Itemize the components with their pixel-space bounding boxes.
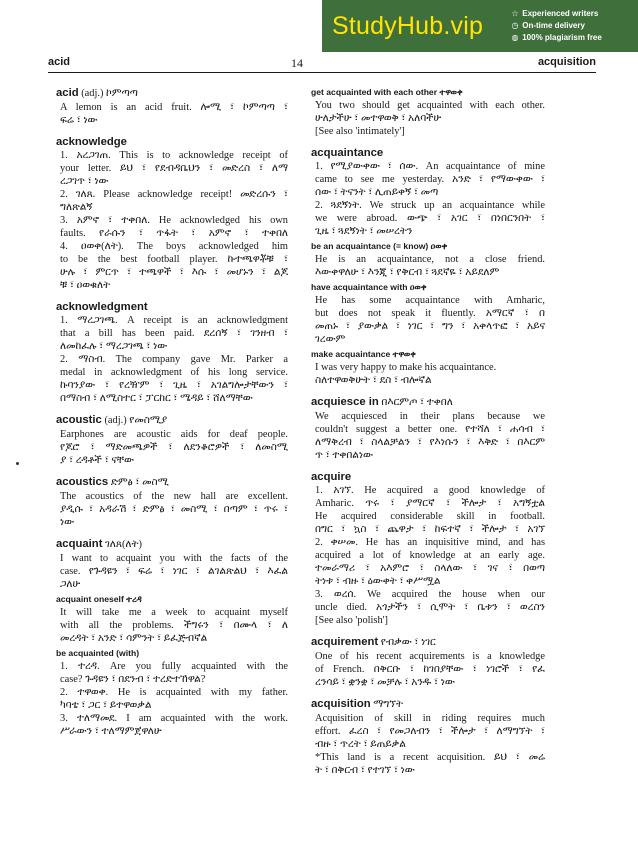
headword xyxy=(311,146,545,160)
entry-line: መረዳት ፣ አንድ ፣ ሳምንት ፣ ይፈጅብኛል xyxy=(60,633,208,644)
entry-line: 1. ማረጋገጫ. A receipt is an acknowledgment xyxy=(60,315,288,326)
entry-line: ተመራማሪ ፣ አእምሮ ፣ ስላለው ፣ ገና ፣ በወጣ xyxy=(315,563,545,574)
entry-line: መጠኑ ፣ ያውቃል ፣ ነገር ፣ ግን ፣ አቀላጥፎ ፣ አይና xyxy=(315,321,545,332)
headword xyxy=(311,697,545,712)
entry-line: He is an acquaintance, not a close friend. xyxy=(315,254,545,265)
entry-line: ረንሳይ ፣ ቋንቋ ፣ መቻሉ ፣ አንዱ ፣ ነው xyxy=(315,677,455,688)
entry-line: we were abroad. ውጭ ፣ አገር ፣ በነበርንበት ፣ xyxy=(315,213,545,224)
entry-line: I was very happy to make his acquaintance. xyxy=(315,362,497,373)
headword xyxy=(311,395,545,410)
entry-line: ብዙ ፣ ጥረት ፣ ይጠይቃል xyxy=(315,739,406,750)
feature-text: On-time delivery xyxy=(522,21,585,30)
headword-gloss: ገለጸ(ለት) xyxy=(102,539,142,550)
entry-line: 3. ወረሰ. We acquired the house when our xyxy=(315,589,545,600)
entry-line: ገረውም xyxy=(315,334,346,345)
entry-line: effort. ፈረስ ፣ የመጋለብን ፣ ችሎታ ፣ ለማግኘት ፣ xyxy=(315,726,545,737)
feature-text: Experienced writers xyxy=(522,9,599,18)
entry-line: The acoustics of the new hall are excellent. xyxy=(60,491,288,502)
left-column xyxy=(56,86,288,738)
entry-line: ካባቴ ፣ ጋር ፣ ይተዋወቃል xyxy=(60,700,152,711)
entry-line: ነው xyxy=(60,517,75,528)
entry-line: 2. ማስብ. The company gave Mr. Parker a xyxy=(60,354,288,365)
entry-line: with all the problems. ችግሩን ፣ በሙላ ፣ ለ xyxy=(60,620,288,631)
entry-line: but does not speak it fluently. አማርኛ ፣ በ xyxy=(315,308,545,319)
entry-line: ጥ ፣ ተቀበልነው xyxy=(315,450,373,461)
right-column xyxy=(311,86,545,777)
sub-entry: acquaint oneself ተረዳ xyxy=(56,594,142,604)
headword xyxy=(56,475,288,490)
margin-mark xyxy=(16,462,19,465)
entry-line: ረጋገጥ ፣ ነው xyxy=(60,176,109,187)
banner-features xyxy=(510,8,602,44)
entry-line: Amharic. ጥሩ ፣ ያማርኛ ፣ ችሎታ ፣ አግኝቷል xyxy=(315,498,545,509)
header-rule xyxy=(48,72,596,73)
entry-line: ትነቱ ፣ ብዙ ፣ ዕውቀት ፣ ቀሥሟል xyxy=(315,576,441,587)
headword-gloss: (adj.) ኮምጣጣ xyxy=(78,88,138,99)
headword xyxy=(56,86,288,101)
headword-term: acoustic xyxy=(56,414,102,426)
entry-line: ቹ ፣ ዐወቁለት xyxy=(60,280,111,291)
entry-line: 3. ተለማመደ. I am acquainted with the work. xyxy=(60,713,288,724)
entry-line: One of his recent acquirements is a knowledge xyxy=(315,651,545,662)
page-number: 14 xyxy=(291,56,303,70)
headword-gloss: ድምፅ ፣ መስሚ xyxy=(108,477,169,488)
entry-line: faults. የራሱን ፣ ጥፋት ፣ አምኖ ፣ ተቀበለ xyxy=(60,228,288,239)
feature-item xyxy=(510,32,602,44)
headword xyxy=(56,413,288,428)
headword-gloss: በእርምጦ ፣ ተቀበለ xyxy=(378,397,453,408)
entry-line: እውቀዋለሁ ፣ እንጂ ፣ የቅርብ ፣ ጓደኛዬ ፣ አይደለም xyxy=(315,267,500,278)
entry-line: 2. ጓደኝነት. We struck up an acquaintance while xyxy=(315,200,545,211)
entry-line: ሥራውን ፣ ተለማምጀዋለሁ xyxy=(60,726,162,737)
entry-line: your letter. ይህ ፣ የደብዳቤህን ፣ መድረስ ፣ ለማ xyxy=(60,163,288,174)
sub-entry: make acquaintance ተዋወቀ xyxy=(311,349,416,359)
entry-line: ስለተዋወቅሁት ፣ ደስ ፣ ብሎኛል xyxy=(315,375,432,386)
clock-icon: ◷ xyxy=(511,21,519,30)
entry-line: ጋለሁ xyxy=(60,579,81,590)
entry-line: came to see me yesterday. አንድ ፣ የማውቀው ፣ xyxy=(315,174,545,185)
entry-line: It will take me a week to acquaint myself xyxy=(60,607,288,618)
entry-line: couldn't suggest a better one. የተሻለ ፣ ሐሳብ ፣ xyxy=(315,424,545,435)
headword-gloss: (adj.) የመስሚያ xyxy=(101,415,168,426)
entry-line: ለመከፈሉ ፣ ማረጋገጫ ፣ ነው xyxy=(60,341,168,352)
entry-line: ያ ፣ ረዳቶች ፣ ናቸው xyxy=(60,455,134,466)
entry-line: ለማቅረብ ፣ ስላልቻልን ፣ የእነሱን ፣ እቅድ ፣ በእርም xyxy=(315,437,545,448)
entry-line: medal in acknowledgment of his long service. xyxy=(60,367,288,378)
running-header xyxy=(48,56,596,70)
entry-line: He acquired considerable skill in football. xyxy=(315,511,545,522)
entry-line: A lemon is an acid fruit. ሎሚ ፣ ኮምጣጣ ፣ xyxy=(60,102,288,113)
guide-word-last: acquisition xyxy=(537,56,596,68)
entry-line: ሁሉ ፣ ምርጥ ፣ ተጫዋች ፣ እሱ ፣ መሆኑን ፣ ልጆ xyxy=(60,267,288,278)
entry-line: You two should get acquainted with each other. xyxy=(315,100,545,111)
entry-line: 1. ተረዳ. Are you fully acquainted with the xyxy=(60,661,288,672)
headword xyxy=(56,537,288,552)
headword-gloss: ማግኘት xyxy=(370,699,404,710)
feature-item xyxy=(510,20,602,32)
headword-term: acquire xyxy=(311,471,352,483)
entry-line: በማስብ ፣ ለሚስተር ፣ ፓርከር ፣ ሜዳይ ፣ ሸለማቸው xyxy=(60,393,253,404)
headword-term: acquaintance xyxy=(311,147,384,159)
headword-term: acid xyxy=(56,87,79,99)
studyhub-banner[interactable] xyxy=(322,0,638,52)
entry-line: 1. አገኘ. He acquired a good knowledge of xyxy=(315,485,545,496)
entry-line: *This land is a recent acquisition. ይህ ፣ መሬ xyxy=(315,752,545,763)
brand-logo[interactable]: StudyHub.vip xyxy=(332,11,484,40)
entry-line: ት ፣ በቅርብ ፣ የተገኘ ፣ ነው xyxy=(315,765,415,776)
entry-line: 3. አምኖ ፣ ተቀበለ. He acknowledged his own xyxy=(60,215,288,226)
guide-word-first: acid xyxy=(48,56,71,68)
entry-line: We acquiesced in their plans because we xyxy=(315,411,545,422)
entry-line: [See also 'intimately'] xyxy=(315,126,405,137)
entry-line: case. የጉዳዩን ፣ ፍሬ ፣ ነገር ፣ ልገልጽልህ ፣ እፈል xyxy=(60,566,288,577)
entry-line: of French. በቅርቡ ፣ ከገበያቸው ፣ ነገሮች ፣ የፈ xyxy=(315,664,545,675)
headword-term: acoustics xyxy=(56,476,109,488)
entry-line: to be the best football player. ኩተጫዋቾቹ ፣ xyxy=(60,254,288,265)
entry-line: I want to acquaint you with the facts of the xyxy=(60,553,288,564)
sub-entry: get acquainted with each other ተዋወቀ xyxy=(311,87,463,97)
badge-icon: ◍ xyxy=(511,33,519,42)
entry-line: የጆሮ ፣ ማድመጫዎች ፣ ለደንቆሮዎች ፣ ለመስሚ xyxy=(60,442,288,453)
sub-entry: be acquainted (with) xyxy=(56,648,140,658)
headword xyxy=(311,635,545,650)
star-icon: ☆ xyxy=(511,9,519,18)
feature-item xyxy=(510,8,602,20)
headword xyxy=(56,135,288,149)
entry-line: Earphones are acoustic aids for deaf people. xyxy=(60,429,288,440)
entry-line: በግር ፣ ኳስ ፣ ጨዋታ ፣ ከፍተኛ ፣ ችሎታ ፣ አገኘ xyxy=(315,524,545,535)
entry-line: 4. ዐወቀ(ለት). The boys acknowledged him xyxy=(60,241,288,252)
headword-term: acquiesce in xyxy=(311,396,379,408)
entry-line: [See also 'polish'] xyxy=(315,615,389,626)
entry-line: ያዲሱ ፣ አዳራሽ ፣ ድምፅ ፣ መስሚ ፣ በጣም ፣ ጥሩ ፣ xyxy=(60,504,288,515)
headword xyxy=(311,470,545,484)
entry-line: 1. አረጋገጠ. This is to acknowledge receipt of xyxy=(60,150,288,161)
headword-term: acknowledgment xyxy=(56,301,148,313)
feature-text: 100% plagiarism free xyxy=(522,33,602,42)
entry-line: uncle died. አጎታችን ፣ ሲሞት ፣ ቤቱን ፣ ወረስን xyxy=(315,602,545,613)
headword-term: acquaint xyxy=(56,538,103,550)
entry-line: ሁለታችሁ ፣ መተዋወቅ ፣ አለባችሁ xyxy=(315,113,442,124)
entry-line: ሰው ፣ ትናንት ፣ ሊጠይቀኝ ፣ መጣ xyxy=(315,187,439,198)
entry-line: He has some acquaintance with Amharic, xyxy=(315,295,545,306)
entry-line: 2. ተዋወቀ. He is acquainted with my father. xyxy=(60,687,288,698)
entry-line: ኩባንያው ፣ የረዥም ፣ ጊዜ ፣ አገልግሎታቸውን ፣ xyxy=(60,380,288,391)
entry-line: ግለጽልኝ xyxy=(60,202,93,213)
sub-entry: be an acquaintance (= know) ዐወቀ xyxy=(311,241,448,251)
entry-line: 2. ቀሠመ. He has an inquisitive mind, and has xyxy=(315,537,545,548)
entry-line: 1. የሚያውቀው ፣ ሰው. An acquaintance of mine xyxy=(315,161,545,172)
headword-term: acquirement xyxy=(311,636,379,648)
entry-line: ጊዜ ፣ ጓደኝነት ፣ መሠረትን xyxy=(315,226,413,237)
headword-term: acknowledge xyxy=(56,136,127,148)
entry-line: 2. ገለጸ. Please acknowledge receipt! መድረሱን ፣ xyxy=(60,189,288,200)
entry-line: ፍሬ ፣ ነው xyxy=(60,115,98,126)
sub-entry: have acquaintance with ዐወቀ xyxy=(311,282,427,292)
headword xyxy=(56,300,288,314)
entry-line: that a bill has been paid. ደረሰኝ ፣ ገንዘብ ፣ xyxy=(60,328,288,339)
headword-gloss: የብቃው ፣ ነገር xyxy=(378,637,436,648)
entry-line: case? ጉዳዩን ፣ በደንብ ፣ ተረድተኸዋል? xyxy=(60,674,206,685)
entry-line: Acquisition of skill in riding requires much xyxy=(315,713,545,724)
entry-line: acquired a lot of knowledge at an early age. xyxy=(315,550,545,561)
headword-term: acquisition xyxy=(311,698,371,710)
